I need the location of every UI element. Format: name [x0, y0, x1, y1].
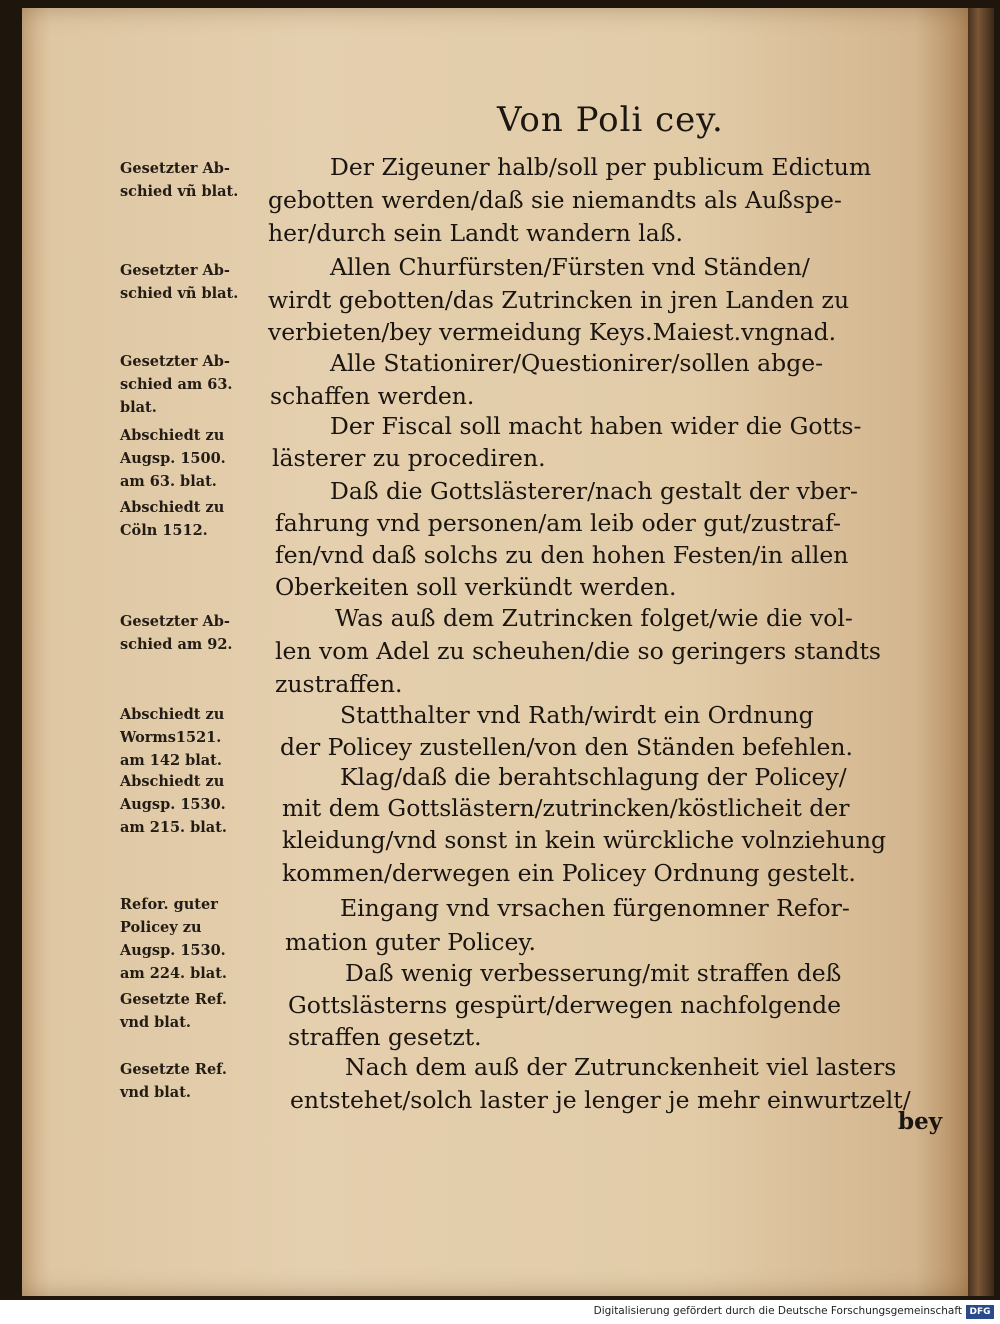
text-line: Allen Churfürsten/Fürsten vnd Ständen/ — [330, 253, 810, 281]
text-line: Alle Stationirer/Questionirer/sollen abge- — [330, 349, 824, 377]
margin-note: Gesetzte Ref. vnd blat. — [120, 1061, 227, 1101]
page-edge — [968, 8, 994, 1296]
margin-note: Abschiedt zu Worms1521. am 142 blat. — [120, 706, 225, 769]
margin-note: Gesetzter Ab- schied am 92. — [120, 613, 233, 653]
text-line: mit dem Gottslästern/zutrincken/köstlicheit der — [282, 794, 850, 822]
text-line: verbieten/bey vermeidung Keys.Maiest.vngnad. — [268, 318, 837, 346]
text-line: schaffen werden. — [270, 382, 475, 410]
margin-note: Gesetzter Ab- schied vñ blat. — [120, 160, 239, 200]
margin-note: Refor. guter Policey zu Augsp. 1530. am 224. blat. — [120, 896, 227, 982]
text-line: fahrung vnd personen/am leib oder gut/zustraf- — [275, 509, 841, 537]
text-line: Was auß dem Zutrincken folget/wie die vol- — [335, 604, 853, 632]
margin-note: Abschiedt zu Cöln 1512. — [120, 499, 225, 539]
footer-credit: Digitalisierung gefördert durch die Deutsche Forschungsgemeinschaft — [593, 1305, 962, 1317]
text-line: kommen/derwegen ein Policey Ordnung gestelt. — [282, 859, 856, 887]
text-line: der Policey zustellen/von den Ständen befehlen. — [280, 733, 853, 761]
dfg-logo: DFG — [966, 1305, 994, 1319]
text-line: Statthalter vnd Rath/wirdt ein Ordnung — [340, 701, 814, 729]
text-line: fen/vnd daß solchs zu den hohen Festen/in allen — [275, 541, 849, 569]
text-line: wirdt gebotten/das Zutrincken in jren Landen zu — [268, 286, 850, 314]
text-line: lästerer zu procediren. — [272, 444, 546, 472]
text-line: entstehet/solch laster je lenger je mehr einwurtzelt/ — [290, 1086, 911, 1114]
footer-bar — [0, 1300, 1000, 1324]
margin-note: Abschiedt zu Augsp. 1530. am 215. blat. — [120, 773, 227, 836]
text-line: Der Zigeuner halb/soll per publicum Edictum — [330, 153, 872, 181]
text-line: Nach dem auß der Zutrunckenheit viel lasters — [345, 1053, 897, 1081]
text-line: Der Fiscal soll macht haben wider die Gotts- — [330, 412, 862, 440]
text-line: zustraffen. — [275, 670, 403, 698]
text-line: kleidung/vnd sonst in kein würckliche volnziehung — [282, 826, 887, 854]
text-line: Klag/daß die berahtschlagung der Policey/ — [340, 763, 847, 791]
text-line: len vom Adel zu scheuhen/die so geringers standts — [275, 637, 881, 665]
margin-note: Abschiedt zu Augsp. 1500. am 63. blat. — [120, 427, 226, 490]
margin-note: Gesetzter Ab- schied am 63. blat. — [120, 353, 233, 416]
margin-note: Gesetzte Ref. vnd blat. — [120, 991, 227, 1031]
text-line: her/durch sein Landt wandern laß. — [268, 219, 683, 247]
text-line: Daß die Gottslästerer/nach gestalt der vber- — [330, 477, 858, 505]
text-line: Oberkeiten soll verkündt werden. — [275, 573, 677, 601]
text-line: straffen gesetzt. — [288, 1023, 482, 1051]
margin-note: Gesetzter Ab- schied vñ blat. — [120, 262, 239, 302]
text-line: gebotten werden/daß sie niemandts als Außspe- — [268, 186, 842, 214]
text-line: Eingang vnd vrsachen fürgenomner Refor- — [340, 894, 850, 922]
running-header: Von Poli cey. — [497, 100, 724, 140]
catchword: bey — [898, 1108, 943, 1135]
text-line: mation guter Policey. — [285, 928, 536, 956]
text-line: Daß wenig verbesserung/mit straffen deß — [345, 959, 842, 987]
text-line: Gottslästerns gespürt/derwegen nachfolgende — [288, 991, 842, 1019]
